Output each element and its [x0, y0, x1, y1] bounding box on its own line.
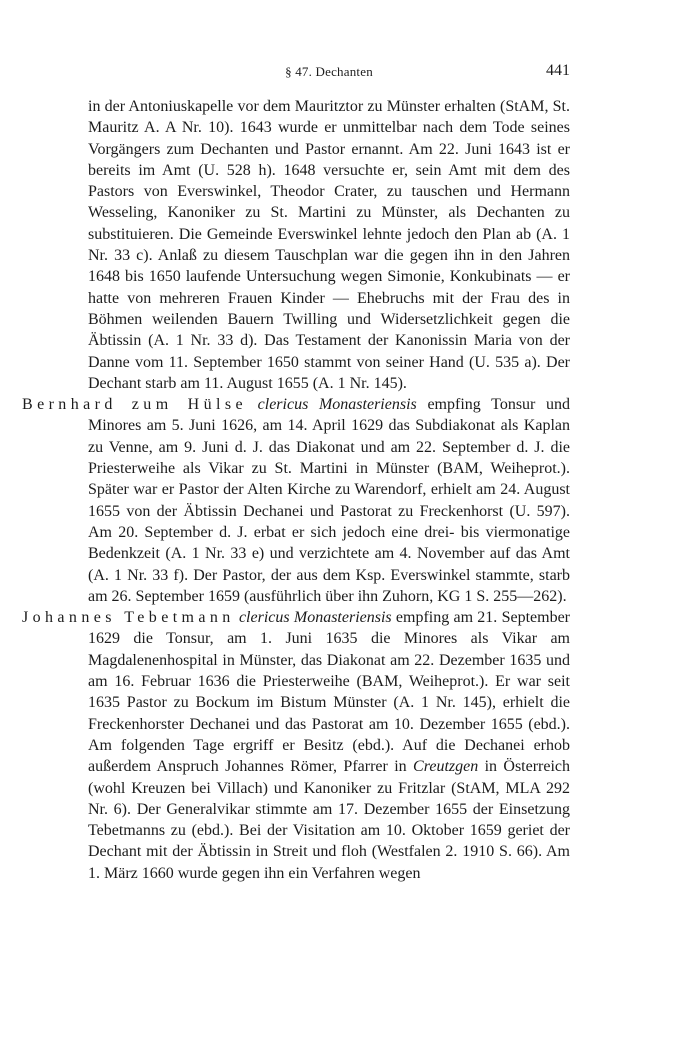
entry-name: Johannes Tebetmann: [22, 609, 235, 627]
entry-text-continued: in Österreich (wohl Kreuzen bei Villach) und Kanoniker zu Fritzlar (StAM, MLA 292 Nr. 6). Der Generalvikar stimmte am 17. Dezember 1655 der Einsetzung Tebetmanns zu (ebd.). Bei der Visitation am 10. Oktober 1659 geriet der Dechant mit der Äbtissin in Streit und floh (Westfalen 2. 1910 S. 66). Am 1. März 1660 wurde gegen ihn ein Verfahren wegen: [88, 758, 571, 882]
page-header: [88, 62, 570, 84]
entry-name: Bernhard zum Hülse: [22, 396, 247, 414]
running-head: § 47. Dechanten: [285, 64, 373, 79]
entry-title: clericus Monasteriensis: [238, 609, 392, 627]
continuation-paragraph: in der Antoniuskapelle vor dem Mauritztor zu Münster erhalten (StAM, St. Mauritz A. A Nr. 10). 1643 wurde er unmittelbar nach dem Tode seines Vorgängers zum Dechanten und Pastor ernannt. Am 22. Juni 1643 ist er bereits im Amt (U. 528 h). 1648 versuchte er, sein Amt mit dem des Pastors von Everswinkel, Theodor Crater, zu tauschen und Hermann Wesseling, Kanoniker zu St. Martini zu Münster, als Dechanten zu substituieren. Die Gemeinde Everswinkel lehnte jedoch den Plan ab (A. 1 Nr. 33 c). Anlaß zu diesem Tauschplan war die gegen ihn in den Jahren 1648 bis 1650 laufende Untersuchung wegen Simonie, Konkubinats — er hatte von mehreren Frauen Kinder — Ehebruchs mit der Frau des in Böhmen weilenden Bauern Twilling und Widersetzlichkeit gegen die Äbtissin (A. 1 Nr. 33 d). Das Testament der Kanonissin Maria von der Danne vom 11. September 1650 stammt von seiner Hand (U. 535 a). Der Dechant starb am 11. August 1655 (A. 1 Nr. 145).: [88, 98, 570, 392]
place-name: Creutzgen: [413, 758, 479, 776]
entry-text: empfing Tonsur und Minores am 5. Juni 1626, am 14. April 1629 das Subdiakonat als Kaplan zu Venne, am 9. Juni d. J. das Diakonat und am 22. September d. J. die Priesterweihe als Vikar zu St. Martini in Münster (BAM, Weiheprot.). Später war er Pastor der Alten Kirche zu Warendorf, erhielt am 24. August 1655 von der Äbtissin Dechanei und Pastorat zu Freckenhorst (U. 597). Am 20. September d. J. erbat er sich jedoch eine drei- bis viermonatige Bedenkzeit (A. 1 Nr. 33 e) und verzichtete am 4. November auf das Amt (A. 1 Nr. 33 f). Der Pastor, der aus dem Ksp. Everswinkel stammte, starb am 26. September 1659 (ausführlich über ihn Zuhorn, KG 1 S. 255—262).: [88, 396, 571, 605]
page-body: [22, 96, 571, 884]
entry-title: clericus Monasteriensis: [257, 396, 417, 414]
page-number: 441: [546, 62, 570, 79]
entry-johannes-tebetmann: [22, 607, 571, 884]
entry-text: empfing am 21. September 1629 die Tonsur, am 1. Juni 1635 die Minores als Vikar am Magdalenenhospital in Münster, das Diakonat am 22. Dezember 1635 und am 16. Februar 1636 die Priesterweihe (BAM, Weiheprot.). Er war seit 1635 Pastor zu Bockum im Bistum Münster (A. 1 Nr. 145), erhielt die Freckenhorster Dechanei und das Pastorat am 10. Dezember 1655 (ebd.). Am folgenden Tage ergriff er Besitz (ebd.). Auf die Dechanei erhob außerdem Anspruch Johannes Römer, Pfarrer in: [88, 609, 570, 776]
entry-bernhard-zum-huelse: [22, 394, 571, 607]
